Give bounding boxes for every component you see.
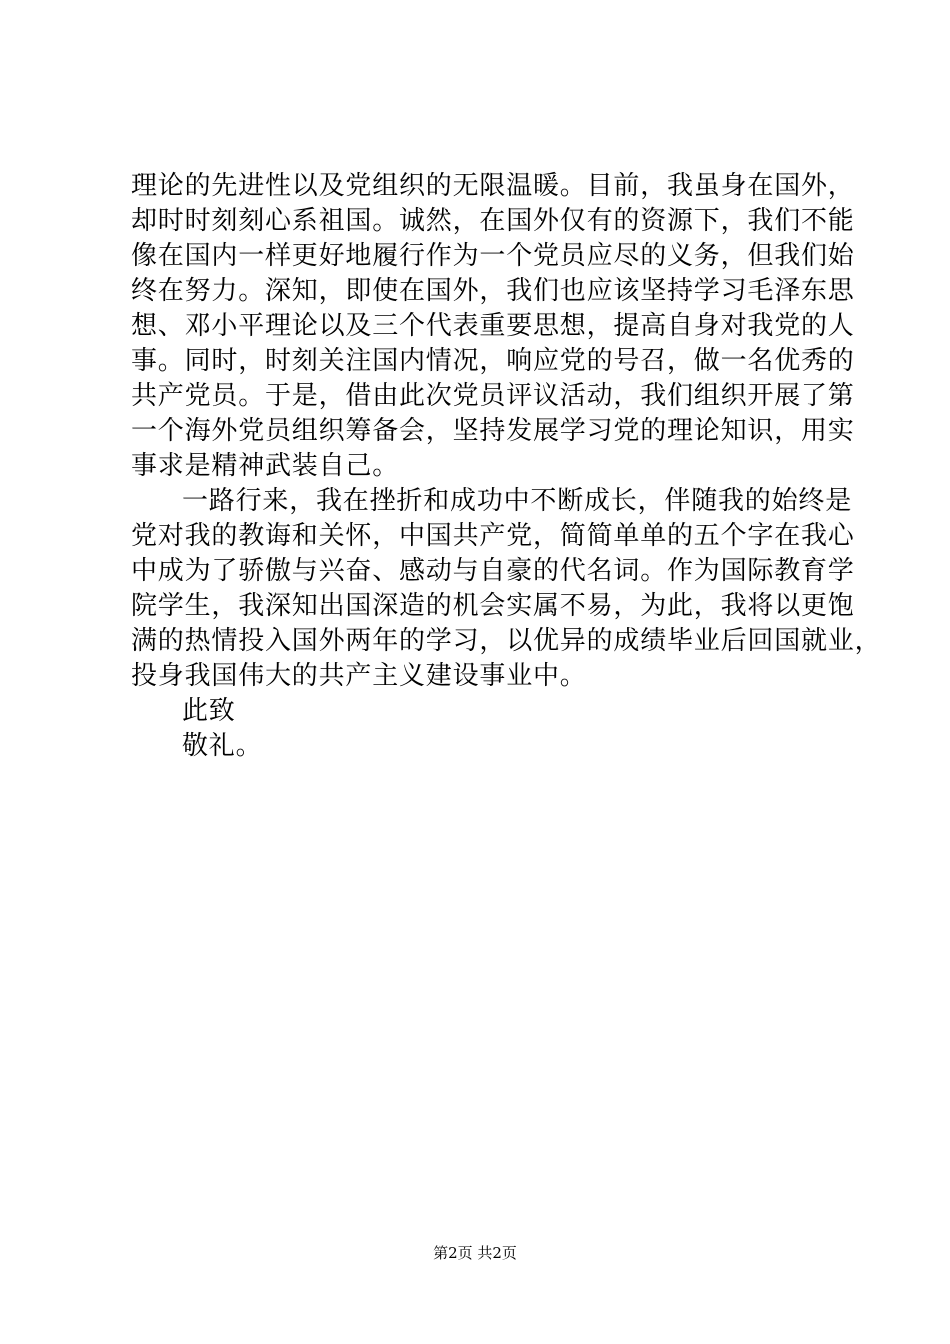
text-line: 共产党员。于是，借由此次党员评议活动，我们组织开展了第 [131,381,855,411]
text-line: 投身我国伟大的共产主义建设事业中。 [131,661,587,691]
text-line: 事求是精神武装自己。 [131,451,400,481]
text-line: 像在国内一样更好地履行作为一个党员应尽的义务，但我们始 [131,241,855,271]
letter-body [131,169,882,764]
text-line: 理论的先进性以及党组织的无限温暖。目前，我虽身在国外， [131,171,855,201]
salutation-line: 敬礼。 [182,731,263,761]
closing-line: 此致 [182,696,236,726]
text-line: 院学生，我深知出国深造的机会实属不易，为此，我将以更饱 [131,591,855,621]
text-line: 却时时刻刻心系祖国。诚然，在国外仅有的资源下，我们不能 [131,206,855,236]
text-line: 中成为了骄傲与兴奋、感动与自豪的代名词。作为国际教育学 [131,556,855,586]
text-line: 想、邓小平理论以及三个代表重要思想，提高自身对我党的人 [131,311,855,341]
page-number-footer: 第2页 共2页 [433,1244,517,1262]
text-line: 党对我的教诲和关怀，中国共产党，简简单单的五个字在我心 [131,521,855,551]
text-line: 满的热情投入国外两年的学习，以优异的成绩毕业后回国就业， [131,626,882,656]
paragraph-start-line: 一路行来，我在挫折和成功中不断成长，伴随我的始终是 [182,486,853,516]
text-line: 终在努力。深知，即使在国外，我们也应该坚持学习毛泽东思 [131,276,855,306]
text-line: 一个海外党员组织筹备会，坚持发展学习党的理论知识，用实 [131,416,855,446]
text-line: 事。同时，时刻关注国内情况，响应党的号召，做一名优秀的 [131,346,855,376]
